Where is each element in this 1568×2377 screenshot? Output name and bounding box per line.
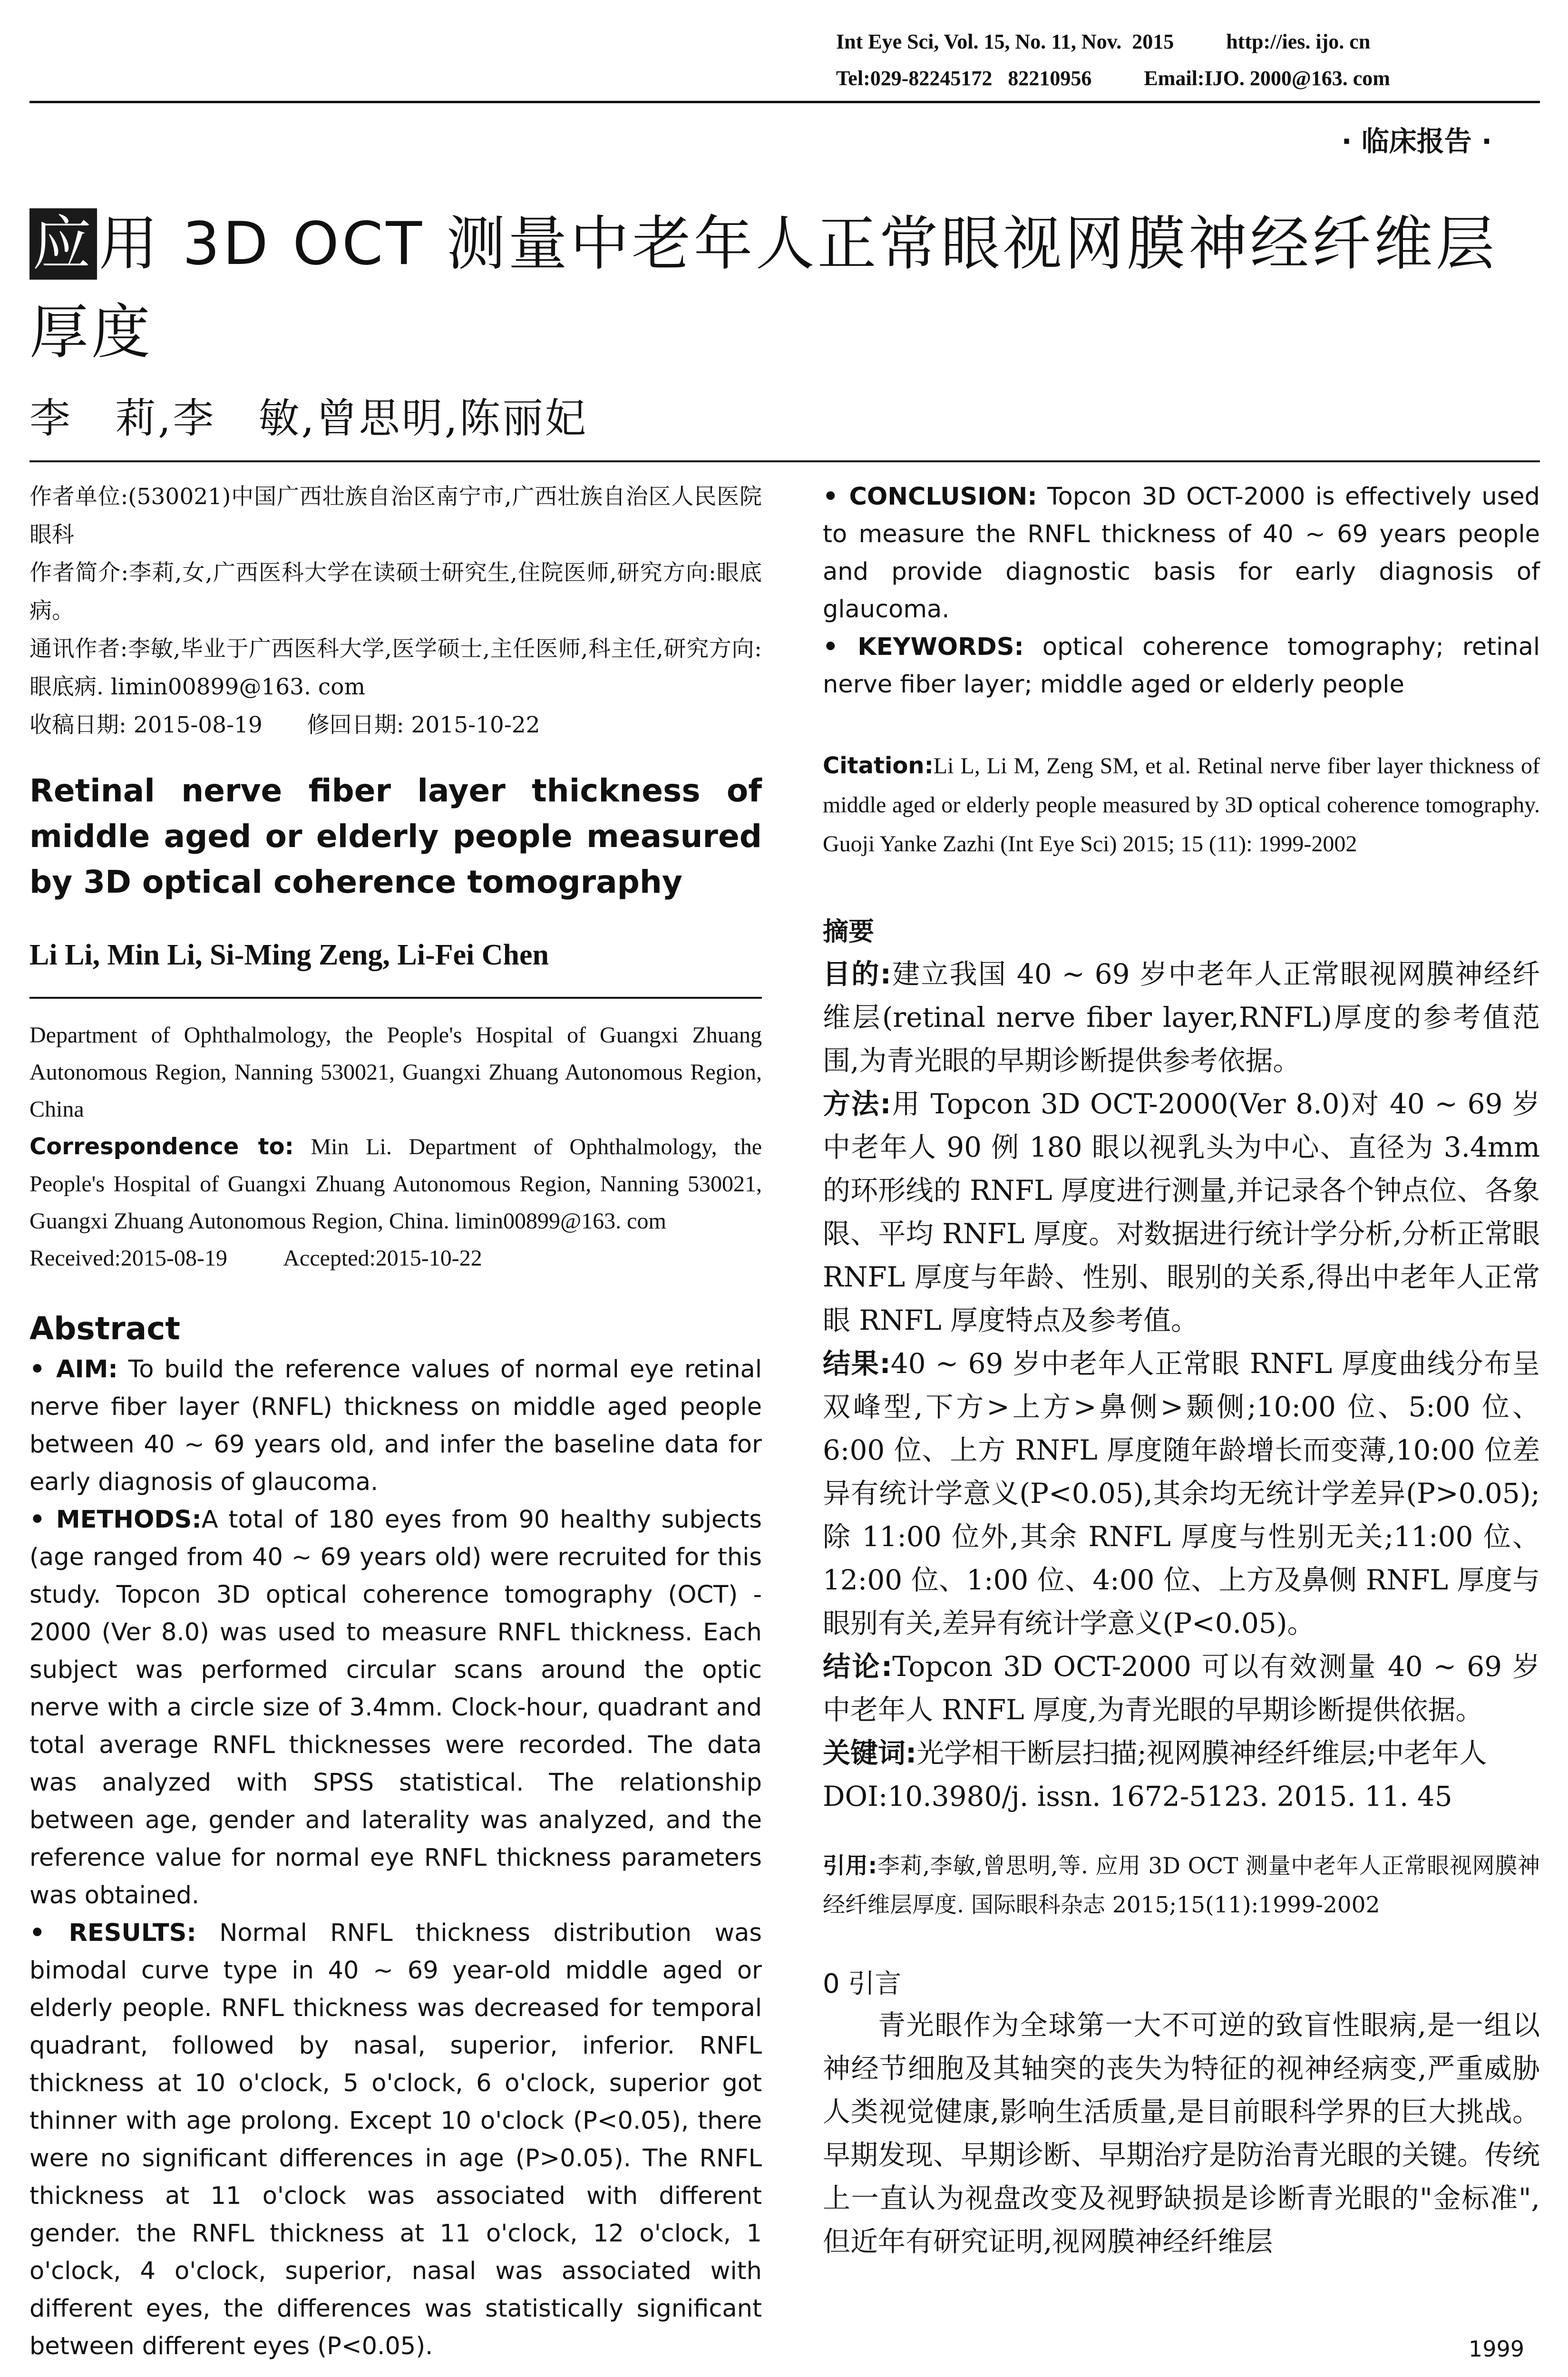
authors-cn: 李 莉,李 敏,曾思明,陈丽妃 <box>29 395 588 442</box>
cn-conclusion-text: Topcon 3D OCT-2000 可以有效测量 40 ~ 69 岁中老年人 RNFL 厚度,为青光眼的早期诊断提供依据。 <box>823 1650 1540 1726</box>
header-rule <box>29 101 1540 103</box>
cn-results <box>823 1342 1540 1645</box>
citation <box>823 746 1540 864</box>
cn-citation <box>823 1847 1540 1925</box>
cn-conclusion-label: 结论: <box>823 1650 893 1683</box>
abstract-results <box>29 1914 762 2365</box>
cn-abstract-body <box>823 953 1540 1818</box>
aim-text: To build the reference values of normal eye retinal nerve fiber layer (RNFL) thickness on middle aged people between 40 ~ 69 years old, and infer the baseline data for early diagnosis of glaucoma. <box>29 1355 762 1496</box>
cn-methods <box>823 1082 1540 1342</box>
cn-results-label: 结果: <box>823 1347 891 1380</box>
contact-header: Tel:029-82245172 82210956 Email:IJO. 2000@163. com <box>836 67 1390 90</box>
cn-conclusion <box>823 1645 1540 1732</box>
cn-results-text: 40 ~ 69 岁中老年人正常眼 RNFL 厚度曲线分布呈双峰型,下方>上方>鼻侧>颞侧;10:00 位、5:00 位、6:00 位、上方 RNFL 厚度随年龄增长而变薄,10:00 位差异有统计学意义(P<0.05),其余均无统计学差异(P>0.05);除 11:00 位外,其余 RNFL 厚度与性别无关;11:00 位、12:00 位、1:00 位、4:00 位、上方及鼻侧 RNFL 厚度与眼别有关,差异有统计学意义(P<0.05)。 <box>823 1347 1540 1639</box>
abstract-keywords <box>823 628 1540 703</box>
page-number: 1999 <box>1468 2336 1524 2362</box>
abstract-heading: Abstract <box>29 1310 180 1347</box>
cn-aim-label: 目的: <box>823 958 891 990</box>
methods-text: A total of 180 eyes from 90 healthy subjects (age ranged from 40 ~ 69 years old) were recruited for this study. Topcon 3D optical coherence tomography (OCT) - 2000 (Ver 8.0) was used to measure RNFL thickness. Each subject was performed circular scans around the optic nerve with a circle size of 3.4mm. Clock-hour, quadrant and total average RNFL thicknesses were recorded. The data was analyzed with SPSS statistical. The relationship between age, gender and laterality was analyzed, and the reference value for normal eye RNFL thickness parameters was obtained. <box>29 1506 762 1909</box>
cn-methods-text: 用 Topcon 3D OCT-2000(Ver 8.0)对 40 ~ 69 岁中老年人 90 例 180 眼以视乳头为中心、直径为 3.4mm 的环形线的 RNFL 厚度进行测量,并记录各个钟点位、各象限、平均 RNFL 厚度。对数据进行统计学分析,分析正常眼 RNFL 厚度与年龄、性别、眼别的关系,得出中老年人正常眼 RNFL 厚度特点及参考值。 <box>823 1088 1540 1336</box>
intro-paragraph: 青光眼作为全球第一大不可逆的致盲性眼病,是一组以神经节细胞及其轴突的丧失为特征的视神经病变,严重威胁人类视觉健康,影响生活质量,是目前眼科学界的巨大挑战。早期发现、早期诊断、早期治疗是防治青光眼的关键。传统上一直认为视盘改变及视野缺损是诊断青光眼的"金标准",但近年有研究证明,视网膜神经纤维层 <box>823 2009 1540 2258</box>
keywords-label: • KEYWORDS: <box>823 633 1024 661</box>
correspondence <box>29 1128 762 1240</box>
results-label: • RESULTS: <box>29 1919 196 1947</box>
cn-citation-label: 引用: <box>823 1853 877 1879</box>
dates-cn: 收稿日期: 2015-08-19 修回日期: 2015-10-22 <box>29 712 540 738</box>
correspondence-label: Correspondence to: <box>29 1133 294 1160</box>
received-date: Received:2015-08-19 <box>29 1246 227 1271</box>
cn-abstract-heading: 摘要 <box>823 916 874 946</box>
title-dropcap: 应 <box>29 208 97 280</box>
article-title <box>29 200 1540 377</box>
cn-aim-text: 建立我国 40 ~ 69 岁中老年人正常眼视网膜神经纤维层(retinal nerve fiber layer,RNFL)厚度的参考值范围,为青光眼的早期诊断提供参考依据。 <box>823 958 1540 1077</box>
column-label: · 临床报告 · <box>1341 125 1492 157</box>
cn-keywords <box>823 1732 1540 1775</box>
english-authors-rule <box>29 997 762 999</box>
results-text: Normal RNFL thickness distribution was bimodal curve type in 40 ~ 69 year-old middle aged or elderly people. RNFL thickness was decreased for temporal quadrant, followed by nasal, superior, inferior. RNFL thickness at 10 o'clock, 5 o'clock, 6 o'clock, superior got thinner with age prolong. Except 10 o'clock (P<0.05), there were no significant differences in age (P>0.05). The RNFL thickness at 11 o'clock was associated with different gender. the RNFL thickness at 11 o'clock, 12 o'clock, 1 o'clock, 4 o'clock, superior, nasal was associated with different eyes, the differences was statistically significant between different eyes (P<0.05). <box>29 1919 762 2360</box>
left-column <box>29 478 762 2360</box>
accepted-date: Accepted:2015-10-22 <box>283 1246 482 1271</box>
author-bio-cn: 作者简介:李莉,女,广西医科大学在读硕士研究生,住院医师,研究方向:眼底病。 <box>29 560 762 624</box>
abstract-aim <box>29 1351 762 1501</box>
citation-label: Citation: <box>823 752 934 779</box>
right-column <box>823 478 1540 2323</box>
cn-citation-text: 李莉,李敏,曾思明,等. 应用 3D OCT 测量中老年人正常眼视网膜神经纤维层厚度. 国际眼科杂志 2015;15(11):1999-2002 <box>823 1853 1540 1918</box>
abstract-body <box>29 1351 762 2365</box>
conclusion-label: • CONCLUSION: <box>823 483 1037 511</box>
journal-header: Int Eye Sci, Vol. 15, No. 11, Nov. 2015 http://ies. ijo. cn <box>836 30 1371 53</box>
received-accepted-dates <box>29 1240 762 1277</box>
aim-label: • AIM: <box>29 1355 118 1383</box>
citation-text: Li L, Li M, Zeng SM, et al. Retinal nerve fiber layer thickness of middle aged or elderly people measured by 3D optical coherence tomography. Guoji Yanke Zazhi (Int Eye Sci) 2015; 15 (11): 1999-2002 <box>823 753 1540 857</box>
authors-rule <box>29 460 1540 462</box>
cn-keywords-text: 光学相干断层扫描;视网膜神经纤维层;中老年人 <box>916 1737 1487 1769</box>
cn-methods-label: 方法: <box>823 1088 891 1120</box>
intro-heading: 0 引言 <box>823 1968 902 1999</box>
abstract-methods <box>29 1501 762 1914</box>
corresponding-author-cn: 通讯作者:李敏,毕业于广西医科大学,医学硕士,主任医师,科主任,研究方向:眼底病. limin00899@163. com <box>29 636 762 700</box>
author-info <box>29 478 762 744</box>
cn-keywords-label: 关键词: <box>823 1737 917 1769</box>
english-title: Retinal nerve fiber layer thickness of middle aged or elderly people measured by 3D optical coherence tomography <box>29 772 762 900</box>
english-authors: Li Li, Min Li, Si-Ming Zeng, Li-Fei Chen <box>29 939 549 971</box>
abstract-body-continued <box>823 478 1540 703</box>
correspondence-text: Min Li. Department of Ophthalmology, the People's Hospital of Guangxi Zhuang Autonomous Region, Nanning 530021, Guangxi Zhuang Autonomous Region, China. limin00899@163. com <box>29 1134 762 1234</box>
methods-label: • METHODS: <box>29 1506 202 1534</box>
conclusion-text: Topcon 3D OCT-2000 is effectively used to measure the RNFL thickness of 40 ~ 69 years people and provide diagnostic basis for early diagnosis of glaucoma. <box>823 483 1540 623</box>
title-text: 用 3D OCT 测量中老年人正常眼视网膜神经纤维层厚度 <box>29 210 1498 367</box>
department-affiliation: Department of Ophthalmology, the People's Hospital of Guangxi Zhuang Autonomous Region, Nanning 530021, Guangxi Zhuang Autonomous Region, China <box>29 1023 762 1122</box>
affiliation-cn: 作者单位:(530021)中国广西壮族自治区南宁市,广西壮族自治区人民医院眼科 <box>29 484 762 548</box>
doi: DOI:10.3980/j. issn. 1672-5123. 2015. 11. 45 <box>823 1780 1452 1812</box>
cn-aim <box>823 953 1540 1082</box>
abstract-conclusion <box>823 478 1540 628</box>
keywords-text: optical coherence tomography; retinal nerve fiber layer; middle aged or elderly people <box>823 633 1540 699</box>
